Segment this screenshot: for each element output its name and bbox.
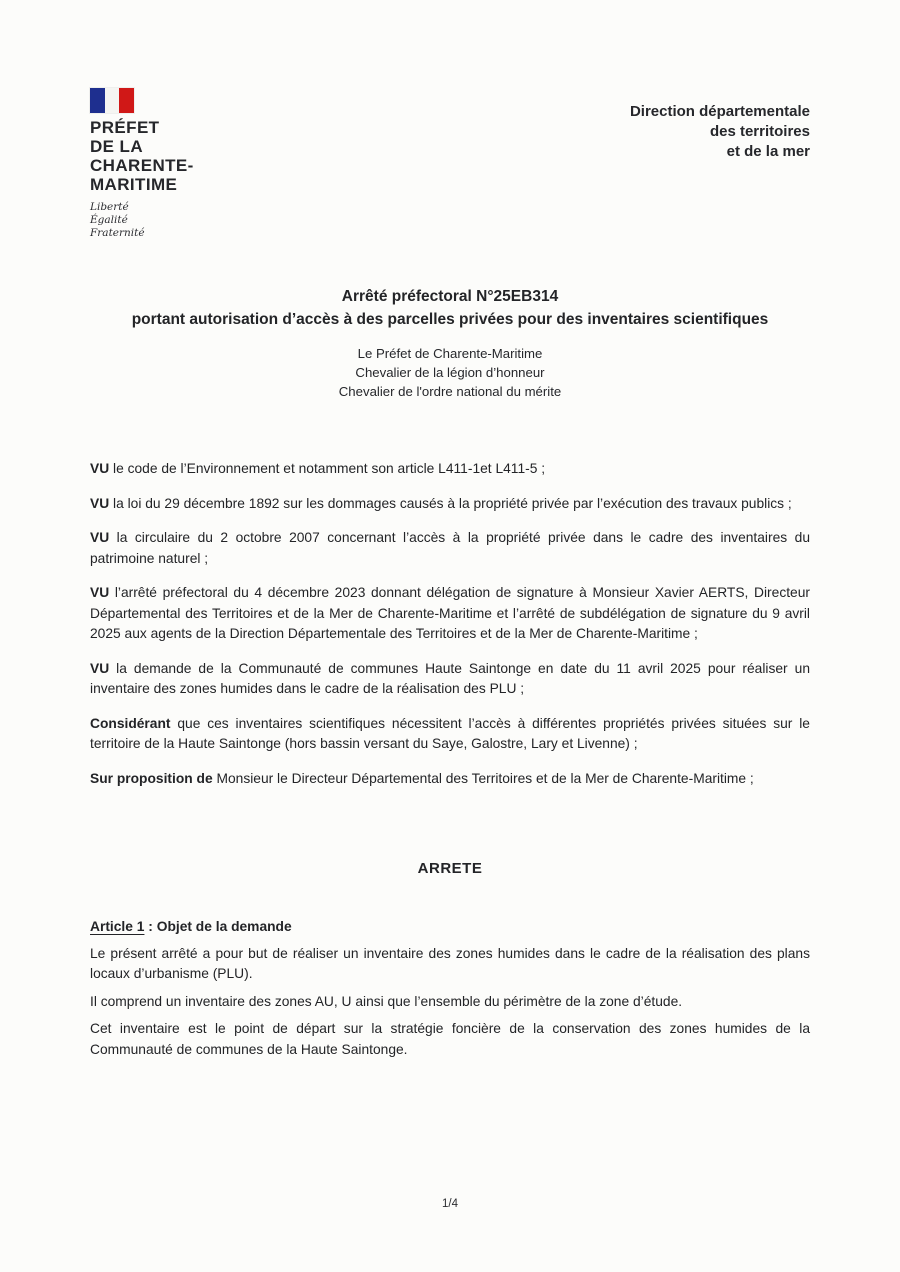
- recital-text: l’arrêté préfectoral du 4 décembre 2023 donnant délégation de signature à Monsieur Xavier AERTS, Directeur Départemental des Territoires et de la Mer de Charente-Maritime et l’arrêté de subdélégation de signature du 9 avril 2025 aux agents de la Direction Départementale des Territoires et de la Mer de Charente-Maritime ;: [90, 585, 810, 641]
- recital-text: que ces inventaires scientifiques nécessitent l’accès à différentes propriétés privées situées sur le territoire de la Haute Saintonge (hors bassin versant du Saye, Galostre, Lary et Livenne) ;: [90, 715, 810, 751]
- french-flag-icon: [90, 88, 134, 113]
- recital-lead: VU: [90, 585, 110, 600]
- directorate-line: Direction départementale: [629, 103, 810, 120]
- directorate-line: et de la mer: [726, 143, 810, 160]
- directorate-line: des territoires: [709, 123, 810, 140]
- article-1-heading: [90, 917, 810, 938]
- motto-line: Égalité: [90, 214, 128, 226]
- recital-lead: VU: [90, 495, 110, 511]
- recital: [90, 583, 810, 645]
- issuer-line: Chevalier de la légion d’honneur: [355, 365, 545, 380]
- issuing-directorate: [630, 88, 810, 162]
- article-paragraph: Il comprend un inventaire des zones AU, U ainsi que l’ensemble du périmètre de la zone d’étude.: [90, 993, 683, 1009]
- recital-text: la loi du 29 décembre 1892 sur les dommages causés à la propriété privée par l’exécution des travaux publics ;: [113, 495, 792, 511]
- recital-text: le code de l’Environnement et notamment son article L411-1et L411-5 ;: [113, 461, 546, 476]
- issuer-line: Chevalier de l'ordre national du mérite: [338, 384, 562, 399]
- recital-lead: Considérant: [90, 715, 171, 731]
- recital: [90, 528, 810, 569]
- prefecture-name: [90, 118, 320, 194]
- motto-line: Liberté: [90, 201, 129, 213]
- recital: [90, 714, 810, 755]
- recital: [90, 494, 810, 515]
- issuer-line: Le Préfet de Charente-Maritime: [357, 346, 543, 361]
- article-1-section: [90, 917, 810, 1060]
- recitals-section: [90, 459, 810, 789]
- article-paragraph: Le présent arrêté a pour but de réaliser un inventaire des zones humides dans le cadre de la réalisation des plans locaux d’urbanisme (PLU).: [90, 945, 810, 981]
- recital-lead: VU: [90, 461, 110, 476]
- document-header: [90, 88, 810, 240]
- recital-lead: Sur proposition de: [90, 770, 213, 786]
- arrete-heading: ARRETE: [417, 860, 483, 877]
- recital-text: Monsieur le Directeur Départemental des Territoires et de la Mer de Charente-Maritime ;: [216, 770, 754, 786]
- recital-lead: VU: [90, 530, 110, 545]
- recital: [90, 459, 810, 480]
- recital-text: la circulaire du 2 octobre 2007 concernant l’accès à la propriété privée dans le cadre des inventaires du patrimoine naturel ;: [90, 530, 810, 566]
- prefecture-name-line: CHARENTE-: [90, 156, 194, 175]
- article-paragraph: Cet inventaire est le point de départ sur la stratégie foncière de la conservation des zones humides de la Communauté de communes de la Haute Saintonge.: [90, 1021, 810, 1057]
- prefecture-name-line: DE LA: [90, 137, 143, 156]
- document-title-line2: portant autorisation d’accès à des parcelles privées pour des inventaires scientifiques: [131, 311, 769, 328]
- article-1-heading-subject: : Objet de la demande: [144, 919, 292, 934]
- recital: [90, 659, 810, 700]
- page-number: 1/4: [442, 1198, 458, 1210]
- motto-line: Fraternité: [90, 227, 145, 239]
- recital-text: la demande de la Communauté de communes Haute Saintonge en date du 11 avril 2025 pour réaliser un inventaire des zones humides dans le cadre de la réalisation des PLU ;: [90, 660, 810, 696]
- recital: [90, 769, 810, 790]
- prefecture-logo: [90, 88, 320, 240]
- prefecture-name-line: MARITIME: [90, 175, 178, 194]
- recital-lead: VU: [90, 660, 110, 676]
- article-1-heading-number: Article 1: [90, 919, 145, 934]
- document-title-line1: Arrêté préfectoral N°25EB314: [341, 288, 559, 305]
- prefecture-name-line: PRÉFET: [90, 118, 160, 137]
- document-title: [90, 285, 810, 331]
- issuer-block: [90, 344, 810, 401]
- republic-motto: [90, 201, 320, 240]
